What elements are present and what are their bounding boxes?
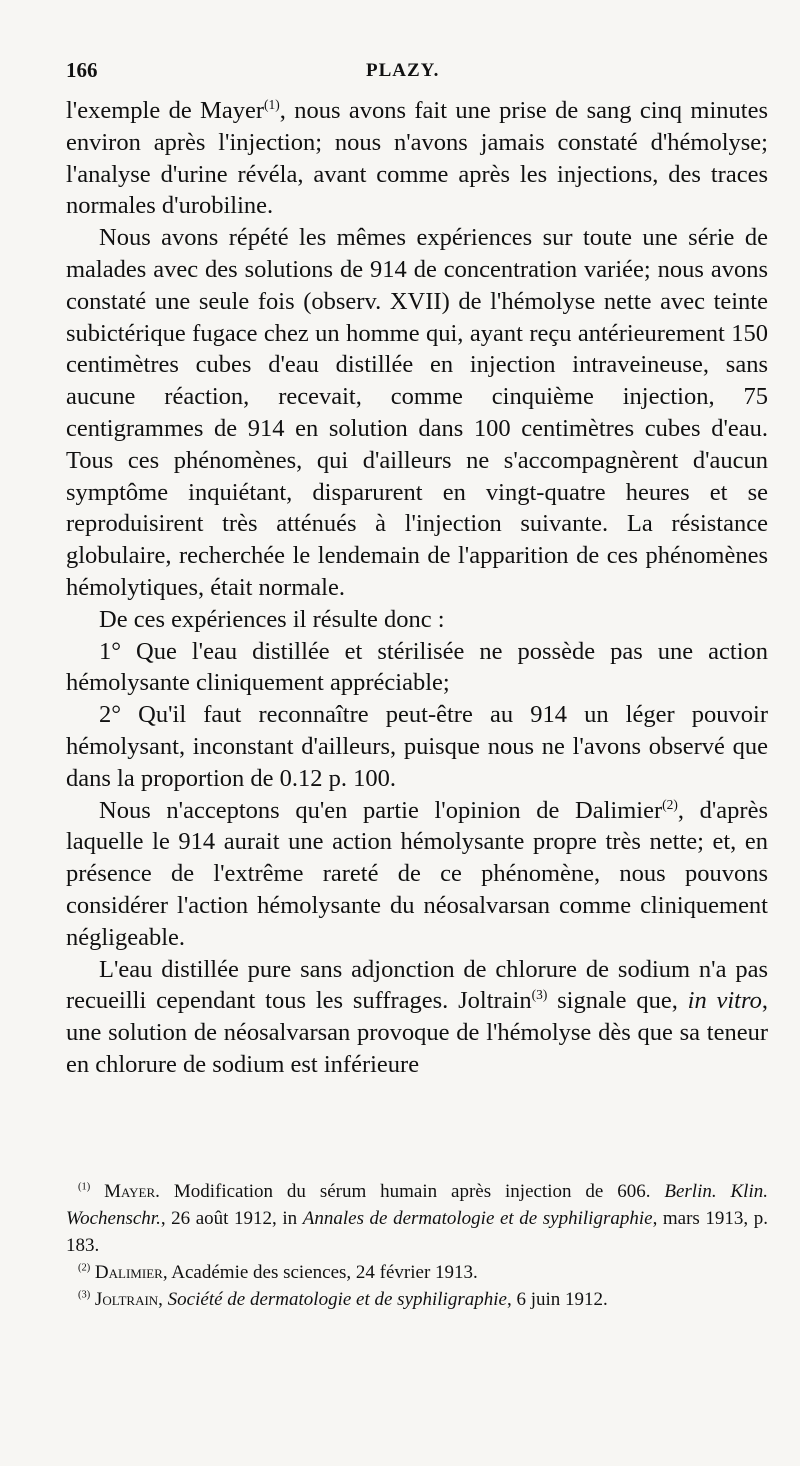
page-header [66,58,766,88]
paragraph: Nous n'acceptons qu'en partie l'opinion de Dalimier$^{(2)}$, d'après laquelle le 914 aurait une action hémolysante propre très nette; et, en présence de l'extrême rareté de ce phénomène, nous pouvons considérer l'action hémolysante du néosalvarsan comme cliniquement négligeable. [66,796,768,951]
footnotes [66,1178,768,1313]
running-head: PLAZY. [366,60,440,81]
footnote: $^{(1)}$ Mayer. Modification du sérum humain après injection de 606. Berlin. Klin. Wochenschr., 26 août 1912, in Annales de dermatologie et de syphiligraphie, mars 1913, p. 183. [66,1181,768,1256]
page-number: 166 [66,58,98,82]
list-item: 1° Que l'eau distillée et stérilisée ne possède pas une action hémolysante cliniquement appréciable; [66,637,768,697]
list-item: 2° Qu'il faut reconnaître peut-être au 914 un léger pouvoir hémolysant, inconstant d'ailleurs, puisque nous ne l'avons observé que dans la proportion de 0.12 p. 100. [66,701,768,792]
footnote-author: Joltrain [94,1289,159,1310]
footnote: $^{(2)}$ Dalimier, Académie des sciences, 24 février 1913. [78,1262,478,1283]
paragraph: De ces expériences il résulte donc : [99,605,445,633]
footnote: $^{(3)}$ Joltrain, Société de dermatologie et de syphiligraphie, 6 juin 1912. [78,1289,608,1310]
footnote-ref: (2) [662,796,678,812]
footnote-author: Dalimier [94,1262,163,1283]
footnote-author: Mayer [104,1181,156,1202]
paragraph: Nous avons répété les mêmes expériences sur toute une série de malades avec des solutions de 914 de concentration variée; nous avons constaté une seule fois (observ. XVII) de l'hémolyse nette avec teinte subictérique fugace chez un homme qui, ayant reçu antérieurement 150 centimètres cubes d'eau distillée en injection intraveineuse, sans aucune réaction, recevait, comme cinquième injection, 75 centigrammes de 914 en solution dans 100 centimètres cubes d'eau. Tous ces phénomènes, qui d'ailleurs ne s'accompagnèrent d'aucun symptôme inquiétant, disparurent en vingt-quatre heures et se reproduisirent très atténués à l'injection suivante. La résistance globulaire, recherchée le lendemain de l'apparition de ces phénomènes hémolytiques, était normale. [66,224,768,601]
footnote-ref: (1) [264,96,280,112]
paragraph: l'exemple de Mayer$^{(1)}$, nous avons fait une prise de sang cinq minutes environ après l'injection; nous n'avons jamais constaté d'hémolyse; l'analyse d'urine révéla, avant comme après les injections, des traces normales d'urobiline. [66,96,768,220]
paragraph: L'eau distillée pure sans adjonction de chlorure de sodium n'a pas recueilli cependant tous les suffrages. Joltrain$^{(3)}$ signale que, in vitro, une solution de néosalvarsan provoque de l'hémolyse dès que sa teneur en chlorure de sodium est inférieure [66,955,768,1078]
body-text [66,95,768,1081]
footnote-ref: (3) [531,987,548,1003]
